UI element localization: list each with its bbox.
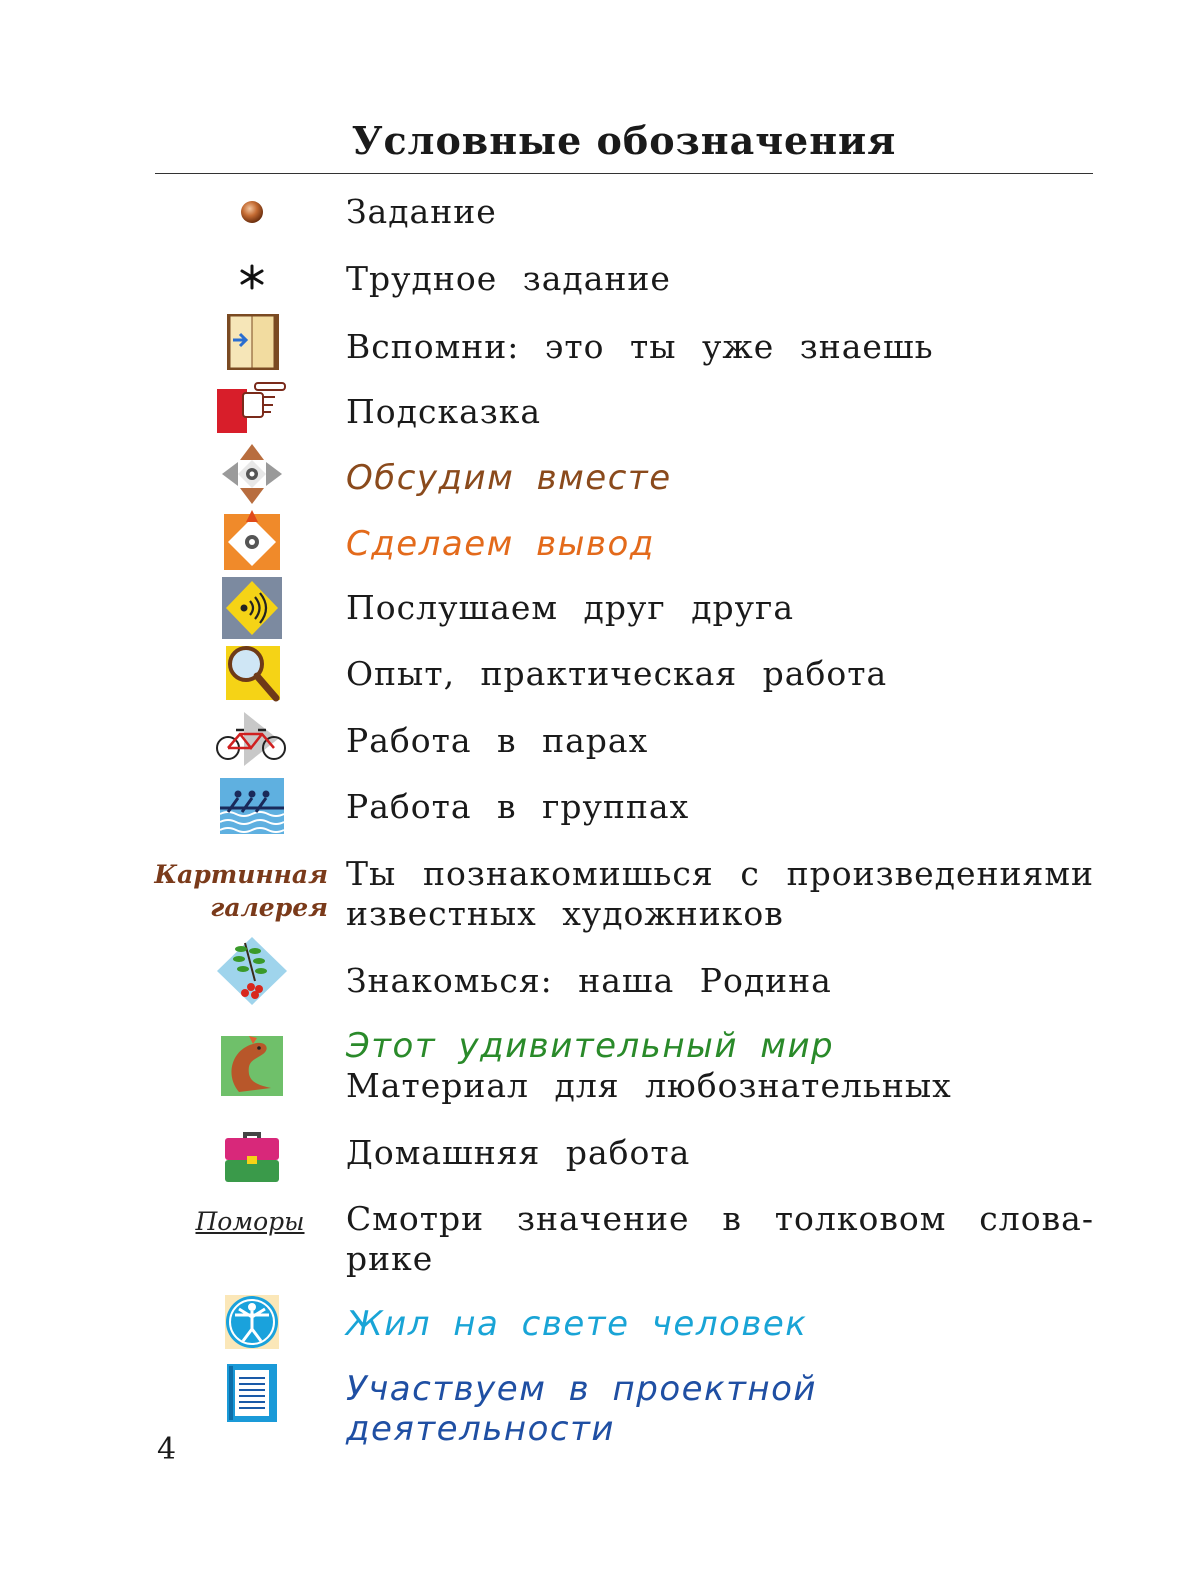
legend-text: Смотри значение в толковом слова- рике xyxy=(346,1199,1094,1278)
legend-text: Обсудим вместе xyxy=(346,458,672,498)
asterisk-icon xyxy=(214,245,290,309)
legend-text: Подсказка xyxy=(346,392,542,431)
legend-text: Работа в парах xyxy=(346,721,649,760)
rowan-branch-icon xyxy=(214,939,290,1003)
page-number: 4 xyxy=(157,1432,177,1467)
page-title: Условные обозначения xyxy=(351,118,897,163)
legend-text: Вспомни: это ты уже знаешь xyxy=(346,327,934,366)
legend-text: Этот удивительный мир xyxy=(346,1026,835,1066)
legend-text: Ты познакомишься с произведениями известных художников xyxy=(346,854,1094,933)
legend-text: Опыт, практическая работа xyxy=(346,654,888,693)
dinosaur-icon xyxy=(214,1032,290,1096)
legend-subtext: Материал для любознательных xyxy=(346,1066,952,1105)
legend-text: Домашняя работа xyxy=(346,1133,691,1172)
title-divider xyxy=(155,173,1093,174)
legend-text: Участвуем в проектной деятельности xyxy=(346,1369,818,1449)
pointing-hand-icon xyxy=(214,374,290,438)
dictionary-word-example: Поморы xyxy=(195,1207,305,1236)
project-book-icon xyxy=(214,1361,290,1425)
human-figure-icon xyxy=(214,1290,290,1354)
listen-sound-icon xyxy=(214,576,290,640)
tandem-bicycle-icon xyxy=(214,707,290,771)
legend-text: Знакомься: наша Родина xyxy=(346,961,832,1000)
briefcase-icon xyxy=(214,1123,290,1187)
legend-text: Трудное задание xyxy=(346,259,671,298)
legend-text: Жил на свете человек xyxy=(346,1304,808,1344)
task-dot-icon xyxy=(214,180,290,244)
legend-text: Сделаем вывод xyxy=(346,524,655,564)
gallery-label: Картинная галерея xyxy=(154,860,328,922)
conclusion-icon xyxy=(214,508,290,572)
magnifier-icon xyxy=(214,642,290,706)
discuss-arrows-icon xyxy=(214,442,290,506)
legend-text: Задание xyxy=(346,192,497,231)
rowing-boat-icon xyxy=(214,773,290,837)
legend-text: Работа в группах xyxy=(346,787,690,826)
legend-text: Послушаем друг друга xyxy=(346,588,795,627)
book-arrow-icon xyxy=(214,309,290,373)
